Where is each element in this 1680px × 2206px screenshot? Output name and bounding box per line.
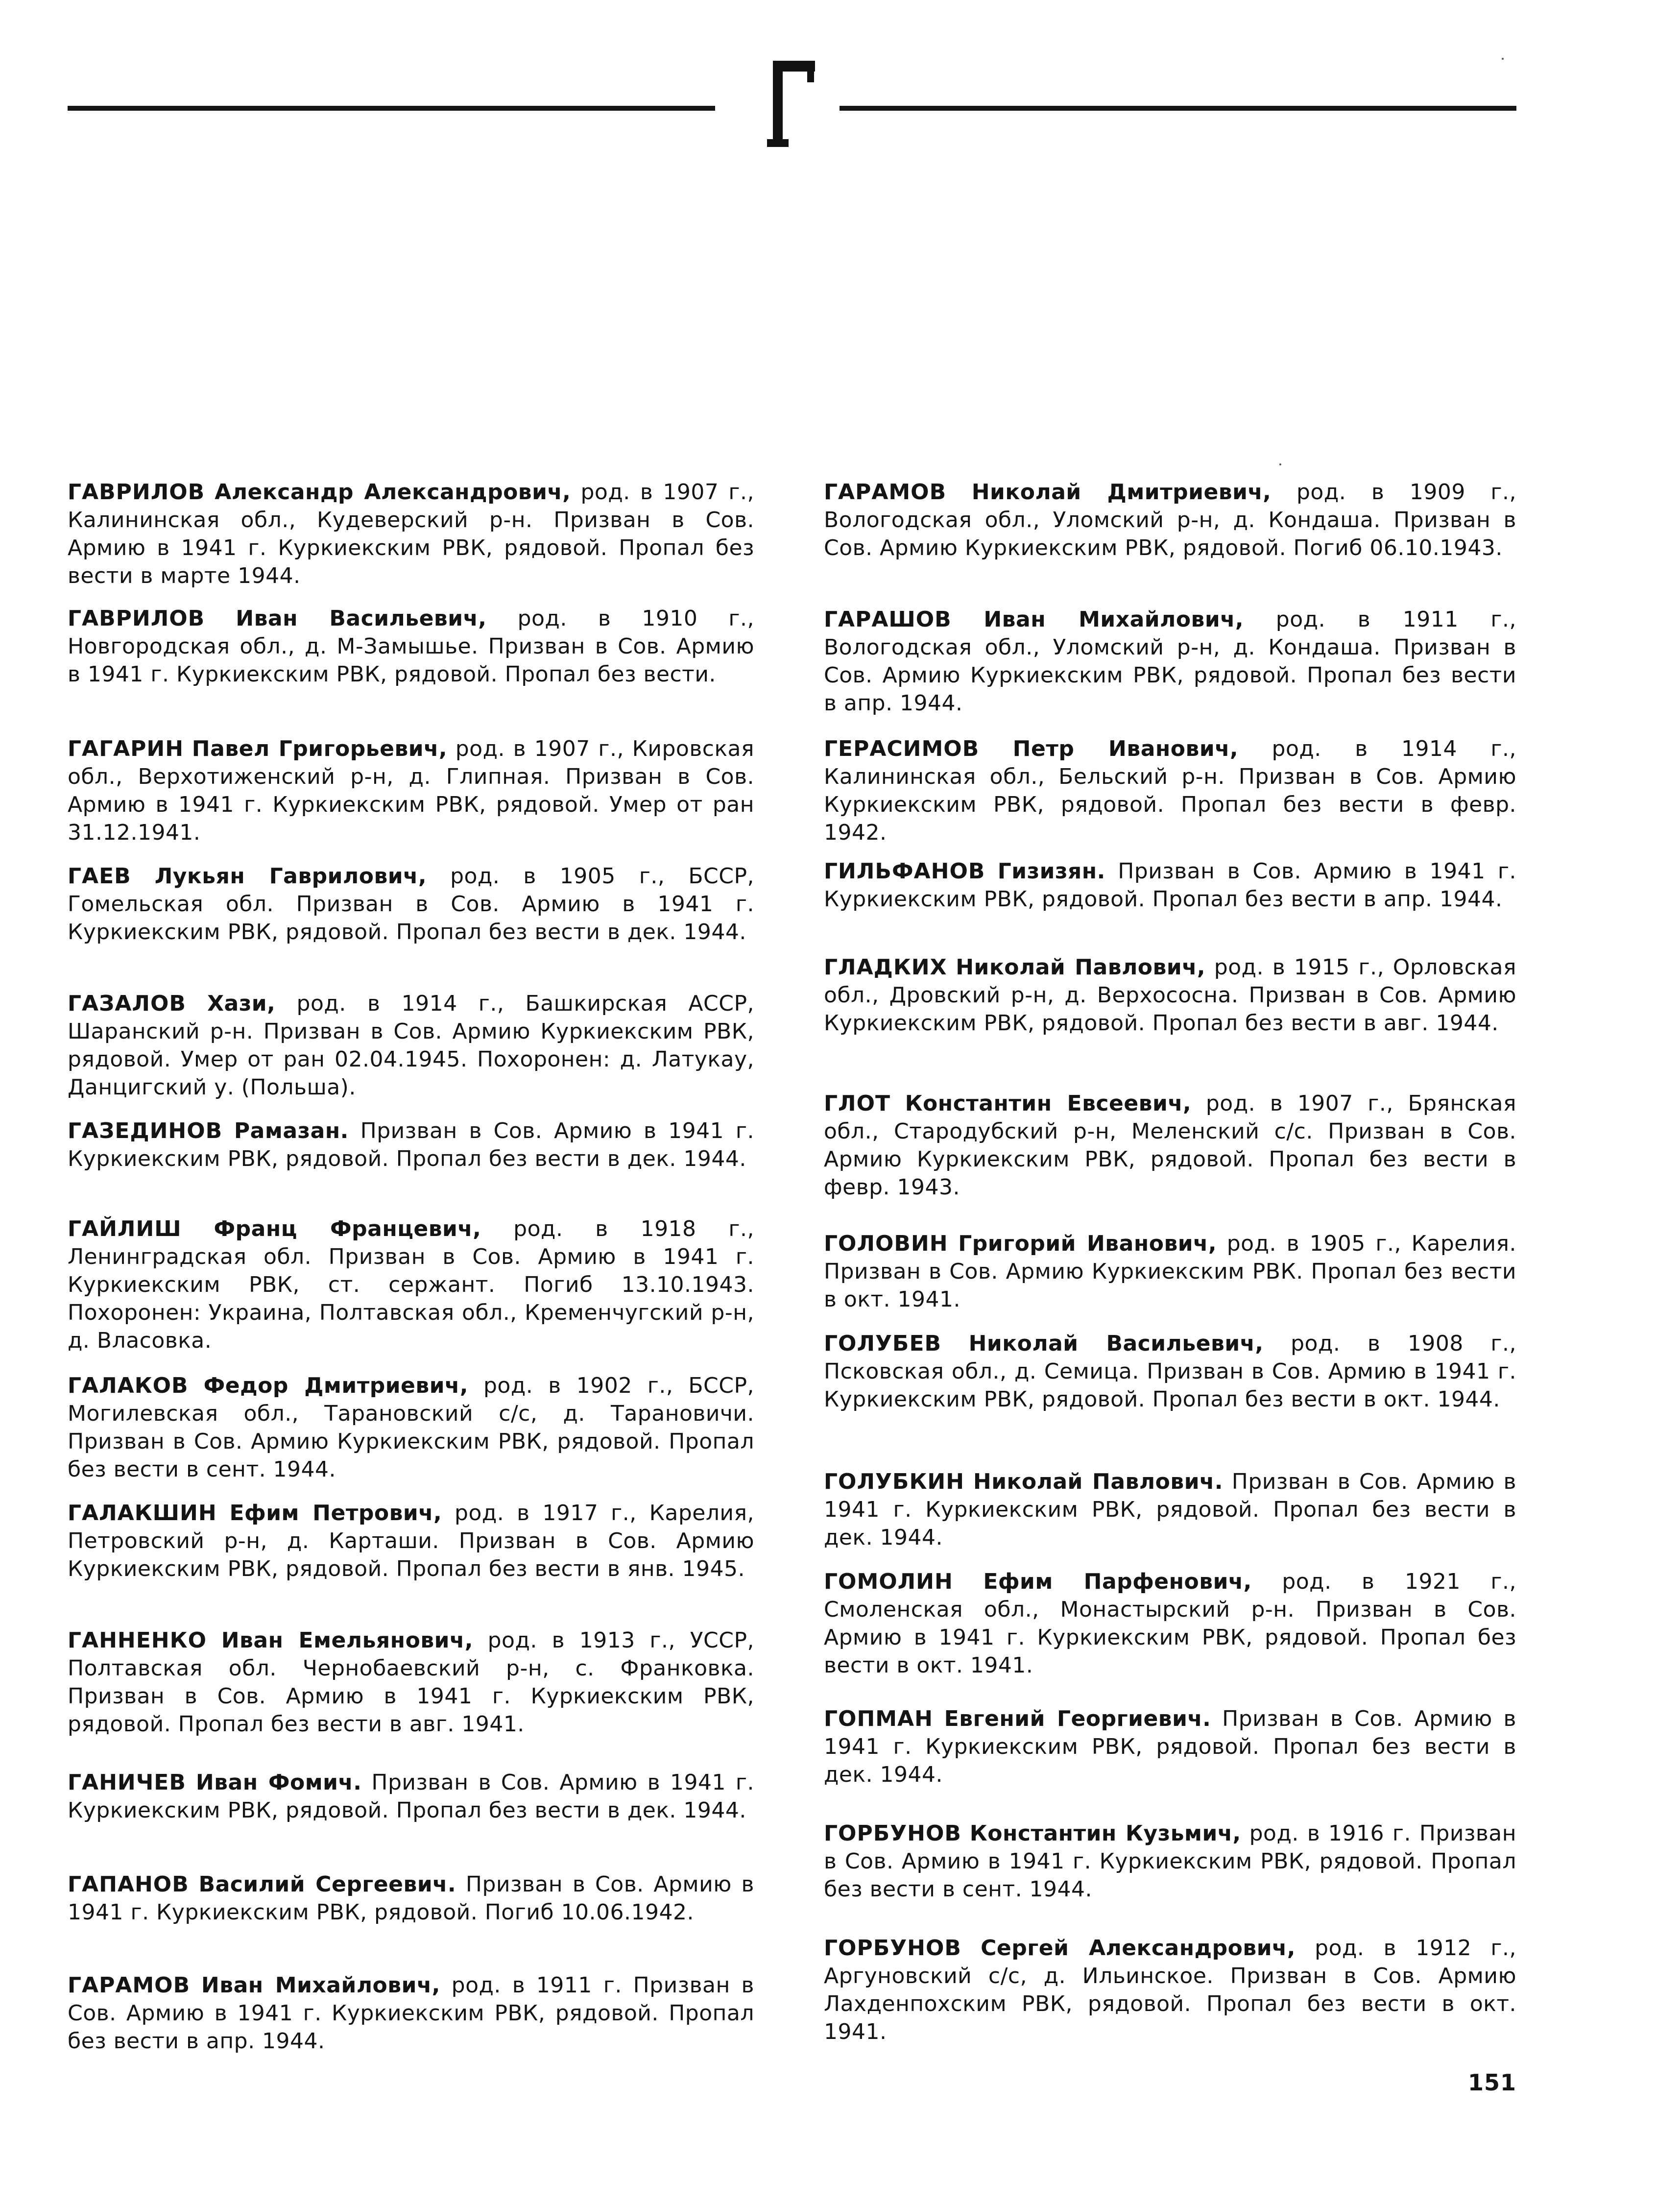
entry-text: Призван в Сов. Армию в 1941 г. Куркиекским РВК, рядовой. Погиб 10.06.1942. bbox=[68, 1872, 754, 1925]
entry-given-name: Федор Дмитриевич, bbox=[203, 1373, 468, 1398]
entry bbox=[824, 735, 1516, 847]
entry-text: род. в 1907 г., Брянская обл., Стародубский р-н, Меленский с/с. Призван в Сов. Армию Куркиекским РВК, рядовой. Пропал без вести в февр. 1943. bbox=[824, 1091, 1516, 1200]
entry bbox=[824, 1230, 1516, 1313]
entry-given-name: Иван Михайлович, bbox=[984, 607, 1244, 632]
entry bbox=[68, 1769, 754, 1824]
entry bbox=[68, 1870, 754, 1926]
entry-surname: ГОМОЛИН bbox=[824, 1569, 953, 1594]
entry-given-name: Василий Сергеевич. bbox=[198, 1872, 456, 1897]
entry-text: род. в 1914 г., Башкирская АССР, Шаранский р-н. Призван в Сов. Армию Куркиекским РВК, рядовой. Умер от ран 02.04.1945. Похоронен: д. Латукау, Данцигский у. (Польша). bbox=[68, 991, 754, 1100]
entry-surname: ГАЛАКОВ bbox=[68, 1373, 189, 1398]
section-letter-serif bbox=[807, 61, 814, 82]
entry-surname: ГОПМАН bbox=[824, 1706, 933, 1731]
entry bbox=[824, 1568, 1516, 1679]
entry-given-name: Франц Францевич, bbox=[214, 1216, 481, 1241]
entry-text: род. в 1918 г., Ленинградская обл. Призван в Сов. Армию в 1941 г. Куркиекским РВК, ст. сержант. Погиб 13.10.1943. Похоронен: Украина, Полтавская обл., Кременчугский р-н, д. Власовка. bbox=[68, 1216, 754, 1353]
entry-text: род. в 1913 г., УССР, Полтавская обл. Чернобаевский р-н, с. Франковка. Призван в Сов. Армию в 1941 г. Куркиекским РВК, рядовой. Пропал без вести в авг. 1941. bbox=[68, 1628, 755, 1737]
entry-text: род. в 1909 г., Вологодская обл., Уломский р-н, д. Кондаша. Призван в Сов. Армию Куркиекским РВК, рядовой. Погиб 06.10.1943. bbox=[824, 480, 1516, 560]
entry bbox=[824, 857, 1516, 913]
entry-surname: ГАЙЛИШ bbox=[68, 1216, 182, 1241]
entry-given-name: Иван Фомич. bbox=[195, 1770, 362, 1795]
print-speck bbox=[1279, 463, 1281, 465]
entry bbox=[68, 862, 754, 946]
entry-text: род. в 1902 г., БССР, Могилевская обл., Тарановский с/с, д. Тарановичи. Призван в Сов. Армию Куркиекским РВК, рядовой. Пропал без вести в сент. 1944. bbox=[68, 1373, 754, 1482]
entry bbox=[68, 1499, 754, 1583]
entry-given-name: Константин Евсеевич, bbox=[905, 1091, 1192, 1116]
page-number: 151 bbox=[1467, 2069, 1516, 2096]
entry-given-name: Константин Кузьмич, bbox=[969, 1821, 1241, 1846]
entry-surname: ГАНИЧЕВ bbox=[68, 1770, 186, 1795]
entry bbox=[824, 1934, 1516, 2046]
print-speck bbox=[1502, 58, 1504, 60]
entry bbox=[68, 990, 754, 1101]
entry bbox=[68, 735, 754, 847]
entry-surname: ГИЛЬФАНОВ bbox=[824, 859, 985, 884]
entry-surname: ГЕРАСИМОВ bbox=[824, 736, 980, 761]
entry-text: род. в 1911 г. Призван в Сов. Армию в 1941 г. Куркиекским РВК, рядовой. Пропал без вести в апр. 1944. bbox=[68, 1973, 754, 2054]
entry-given-name: Павел Григорьевич, bbox=[192, 736, 448, 761]
entry-given-name: Николай Павлович, bbox=[956, 955, 1206, 980]
entry-text: род. в 1912 г., Аргуновский с/с, д. Ильинское. Призван в Сов. Армию Лахденпохским РВК, рядовой. Пропал без вести в окт. 1941. bbox=[824, 1936, 1517, 2044]
entry bbox=[824, 953, 1516, 1037]
entry-text: Призван в Сов. Армию в 1941 г. Куркиекским РВК, рядовой. Пропал без вести в апр. 1944. bbox=[824, 859, 1516, 912]
entry-surname: ГОЛУБЕВ bbox=[824, 1331, 942, 1356]
entry-surname: ГОРБУНОВ bbox=[824, 1821, 961, 1846]
header-rule-left bbox=[68, 106, 715, 111]
section-letter-foot bbox=[767, 139, 789, 147]
entry-surname: ГАПАНОВ bbox=[68, 1872, 189, 1897]
entry-text: род. в 1910 г., Новгородская обл., д. М-Замышье. Призван в Сов. Армию в 1941 г. Куркиекским РВК, рядовой. Пропал без вести. bbox=[68, 606, 754, 687]
entry bbox=[68, 1626, 754, 1738]
entry-surname: ГАЗЕДИНОВ bbox=[68, 1118, 223, 1143]
entry bbox=[824, 478, 1516, 562]
entry-text: род. в 1905 г., Карелия. Призван в Сов. Армию Куркиекским РВК. Пропал без вести в окт. 1941. bbox=[824, 1231, 1517, 1312]
entry bbox=[824, 1705, 1516, 1789]
entry-given-name: Хази, bbox=[207, 991, 276, 1016]
entry-text: род. в 1915 г., Орловская обл., Дровский р-н, д. Верхососна. Призван в Сов. Армию Куркиекским РВК, рядовой. Пропал без вести в авг. 1944. bbox=[824, 955, 1516, 1036]
entry-text: род. в 1916 г. Призван в Сов. Армию в 1941 г. Куркиекским РВК, рядовой. Пропал без вести в сент. 1944. bbox=[824, 1821, 1516, 1902]
entry bbox=[824, 1819, 1516, 1903]
entry-given-name: Евгений Георгиевич. bbox=[944, 1706, 1211, 1731]
entry-text: Призван в Сов. Армию в 1941 г. Куркиекским РВК, рядовой. Пропал без вести в дек. 1944. bbox=[68, 1118, 754, 1171]
entry bbox=[68, 1971, 754, 2055]
header-rule-right bbox=[840, 106, 1516, 111]
entry-given-name: Ефим Парфенович, bbox=[983, 1569, 1252, 1594]
entry-given-name: Гизизян. bbox=[997, 859, 1105, 884]
entry bbox=[824, 1330, 1516, 1413]
entry-text: род. в 1914 г., Калининская обл., Бельский р-н. Призван в Сов. Армию Куркиекским РВК, рядовой. Пропал без вести в февр. 1942. bbox=[824, 736, 1516, 845]
entry-given-name: Иван Михайлович, bbox=[201, 1973, 440, 1998]
entry-surname: ГАЕВ bbox=[68, 864, 131, 889]
entry-text: род. в 1921 г., Смоленская обл., Монастырский р-н. Призван в Сов. Армию в 1941 г. Куркиекским РВК, рядовой. Пропал без вести в окт. 1941. bbox=[824, 1569, 1516, 1678]
entry-given-name: Иван Васильевич, bbox=[236, 606, 487, 631]
entry-surname: ГАЛАКШИН bbox=[68, 1501, 217, 1526]
entry-given-name: Николай Васильевич, bbox=[968, 1331, 1264, 1356]
entry-given-name: Сергей Александрович, bbox=[981, 1936, 1296, 1961]
entry-surname: ГОРБУНОВ bbox=[824, 1936, 961, 1961]
entry-surname: ГОЛУБКИН bbox=[824, 1469, 965, 1494]
entry bbox=[68, 1215, 754, 1355]
entry bbox=[68, 478, 754, 590]
entry-given-name: Петр Иванович, bbox=[1012, 736, 1239, 761]
entry-surname: ГОЛОВИН bbox=[824, 1231, 948, 1256]
entry-surname: ГАВРИЛОВ bbox=[68, 480, 205, 505]
entry-text: Призван в Сов. Армию в 1941 г. Куркиекским РВК, рядовой. Пропал без вести в дек. 1944. bbox=[68, 1770, 754, 1823]
section-letter-stem bbox=[773, 61, 783, 147]
entry bbox=[824, 1468, 1516, 1551]
entry bbox=[824, 606, 1516, 717]
entry-surname: ГАВРИЛОВ bbox=[68, 606, 205, 631]
entry-text: род. в 1907 г., Калининская обл., Кудеверский р-н. Призван в Сов. Армию в 1941 г. Куркиекским РВК, рядовой. Пропал без вести в марте 1944. bbox=[68, 480, 754, 588]
entry-surname: ГЛАДКИХ bbox=[824, 955, 947, 980]
entry-given-name: Григорий Иванович, bbox=[958, 1231, 1217, 1256]
entry bbox=[68, 1117, 754, 1173]
entry-given-name: Николай Дмитриевич, bbox=[971, 480, 1272, 505]
entry bbox=[824, 1090, 1516, 1201]
entry-text: род. в 1911 г., Вологодская обл., Уломский р-н, д. Кондаша. Призван в Сов. Армию Куркиекским РВК, рядовой. Пропал без вести в апр. 1944. bbox=[824, 607, 1516, 716]
entry-text: род. в 1917 г., Карелия, Петровский р-н, д. Карташи. Призван в Сов. Армию Куркиекским РВК, рядовой. Пропал без вести в янв. 1945. bbox=[68, 1501, 754, 1581]
entry-given-name: Лукьян Гаврилович, bbox=[154, 864, 427, 889]
entry-text: Призван в Сов. Армию в 1941 г. Куркиекским РВК, рядовой. Пропал без вести в дек. 1944. bbox=[824, 1706, 1516, 1787]
entry-surname: ГАГАРИН bbox=[68, 736, 184, 761]
entry-given-name: Александр Александрович, bbox=[215, 480, 571, 505]
section-letter bbox=[764, 51, 819, 149]
entry-given-name: Рамазан. bbox=[234, 1118, 349, 1143]
entry-surname: ГЛОТ bbox=[824, 1091, 890, 1116]
entry-text: род. в 1905 г., БССР, Гомельская обл. Призван в Сов. Армию в 1941 г. Куркиекским РВК, рядовой. Пропал без вести в дек. 1944. bbox=[68, 864, 754, 945]
entry-given-name: Николай Павлович. bbox=[973, 1469, 1223, 1494]
entry-surname: ГАРАМОВ bbox=[68, 1973, 191, 1998]
entry-surname: ГАННЕНКО bbox=[68, 1628, 207, 1653]
entry-given-name: Ефим Петрович, bbox=[229, 1501, 442, 1526]
entry-given-name: Иван Емельянович, bbox=[221, 1628, 473, 1653]
entry-text: род. в 1908 г., Псковская обл., д. Семица. Призван в Сов. Армию в 1941 г. Куркиекским РВК, рядовой. Пропал без вести в окт. 1944. bbox=[824, 1331, 1516, 1412]
entry-text: род. в 1907 г., Кировская обл., Верхотиженский р-н, д. Глипная. Призван в Сов. Армию в 1941 г. Куркиекским РВК, рядовой. Умер от ран 31.12.1941. bbox=[68, 736, 754, 845]
entry-surname: ГАРАМОВ bbox=[824, 480, 947, 505]
entry-surname: ГАЗАЛОВ bbox=[68, 991, 186, 1016]
entry bbox=[68, 1372, 754, 1483]
entry bbox=[68, 605, 754, 688]
entry-text: Призван в Сов. Армию в 1941 г. Куркиекским РВК, рядовой. Пропал без вести в дек. 1944. bbox=[824, 1469, 1516, 1550]
entry-surname: ГАРАШОВ bbox=[824, 607, 952, 632]
